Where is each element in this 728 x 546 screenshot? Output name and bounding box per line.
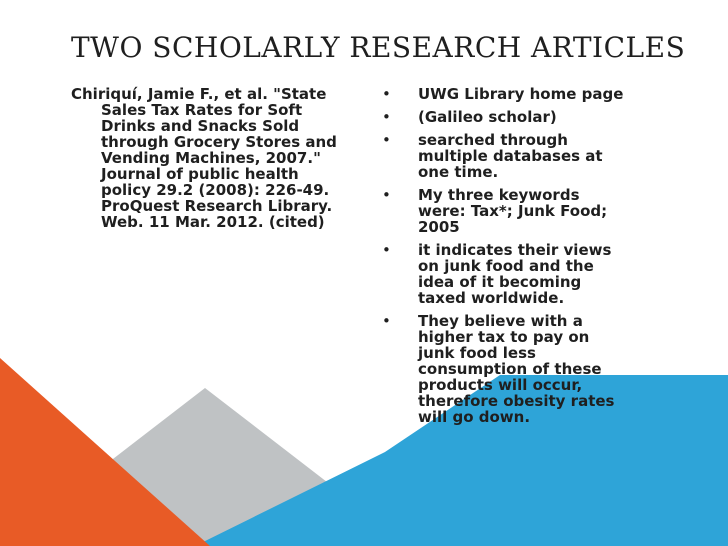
- bullet-dot-icon: •: [382, 85, 391, 103]
- bullet-dot-icon: •: [382, 131, 391, 149]
- bullet-list: [380, 86, 625, 432]
- bullet-text: (Galileo scholar): [418, 108, 557, 126]
- bullet-text: They believe with a higher tax to pay on junk food less consumption of these products will occur, therefore obesity rates will go down.: [418, 312, 615, 426]
- slide-title: TWO SCHOLARLY RESEARCH ARTICLES: [71, 31, 686, 64]
- bullet-text: searched through multiple databases at one time.: [418, 131, 603, 181]
- bullet-item: [380, 132, 625, 180]
- bullet-item: [380, 86, 625, 102]
- bullet-item: [380, 313, 625, 425]
- citation-text: Chiriquí, Jamie F., et al. "State Sales Tax Rates for Soft Drinks and Snacks Sold through Grocery Stores and Vending Machines, 2007." Journal of public health policy 29.2 (2008): 226-49. ProQuest Research Library. Web. 11 Mar. 2012. (cited): [71, 85, 337, 231]
- bullet-item: [380, 242, 625, 306]
- bullet-item: [380, 187, 625, 235]
- bullet-dot-icon: •: [382, 108, 391, 126]
- bullet-dot-icon: •: [382, 312, 391, 330]
- bullet-text: My three keywords were: Tax*; Junk Food; 2005: [418, 186, 608, 236]
- bullet-dot-icon: •: [382, 241, 391, 259]
- bullet-dot-icon: •: [382, 186, 391, 204]
- bullet-item: [380, 109, 625, 125]
- bullet-text: UWG Library home page: [418, 85, 624, 103]
- bullet-text: it indicates their views on junk food and the idea of it becoming taxed worldwide.: [418, 241, 612, 307]
